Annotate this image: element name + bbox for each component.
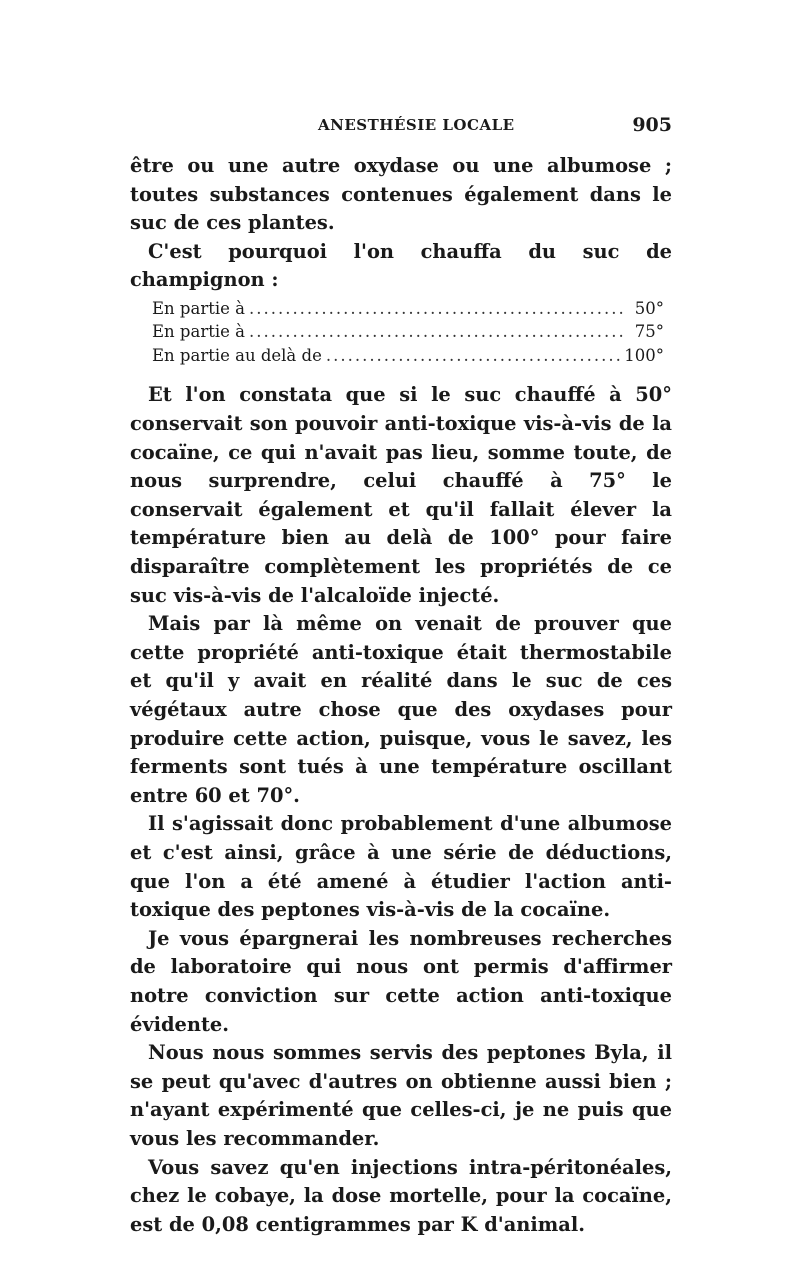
temperature-list: [152, 297, 664, 368]
temperature-value: 75°: [634, 322, 664, 342]
temperature-label: En partie au delà de: [152, 345, 322, 365]
running-head: [130, 116, 672, 140]
paragraph-8: Vous savez qu'en injections intra-péritonéales, chez le cobaye, la dose mortelle, pour la cocaïne, est de 0,08 centigrammes par K d'animal.: [130, 1155, 672, 1236]
paragraph-6: Je vous épargnerai les nombreuses recherches de laboratoire qui nous ont permis d'affirmer notre conviction sur cette action anti-toxique évidente.: [130, 926, 672, 1036]
dot-leader: [249, 320, 626, 344]
temperature-value: 100°: [624, 345, 664, 365]
paragraph-4: Mais par là même on venait de prouver que cette propriété anti-toxique était thermostabile et qu'il y avait en réalité dans le suc de ces végétaux autre chose que des oxydases pour produire cette action, puisque, vous le savez, les ferments sont tués à une température oscillant entre 60 et 70°.: [130, 612, 672, 807]
paragraph-2: C'est pourquoi l'on chauffa du suc de champignon :: [130, 239, 672, 292]
running-title: ANESTHÉSIE LOCALE: [318, 116, 515, 134]
temperature-value: 50°: [634, 298, 664, 318]
temperature-label: En partie à: [152, 298, 245, 318]
dot-leader: [326, 344, 620, 368]
temperature-row: [152, 344, 664, 368]
paragraph-7: Nous nous sommes servis des peptones Byla, il se peut qu'avec d'autres on obtienne aussi bien ; n'ayant expérimenté que celles-ci, je ne puis que vous les recommander.: [130, 1041, 672, 1150]
body-text: [130, 152, 672, 1239]
paragraph-1: être ou une autre oxydase ou une albumose ; toutes substances contenues également dans le suc de ces plantes.: [130, 154, 672, 235]
paragraph-5: Il s'agissait donc probablement d'une albumose et c'est ainsi, grâce à une série de déductions, que l'on a été amené à étudier l'action anti-toxique des peptones vis-à-vis de la cocaïne.: [130, 812, 672, 922]
temperature-row: [152, 320, 664, 344]
page-number: 905: [632, 114, 672, 136]
paragraph-3: Et l'on constata que si le suc chauffé à 50° conservait son pouvoir anti-toxique vis-à-vis de la cocaïne, ce qui n'avait pas lieu, somme toute, de nous surprendre, celui chauffé à 75° le conservait également et qu'il fallait élever la température bien au delà de 100° pour faire disparaître complètement les propriétés de ce suc vis-à-vis de l'alcaloïde injecté.: [130, 383, 672, 607]
temperature-label: En partie à: [152, 322, 245, 342]
dot-leader: [249, 297, 626, 321]
temperature-row: [152, 297, 664, 321]
